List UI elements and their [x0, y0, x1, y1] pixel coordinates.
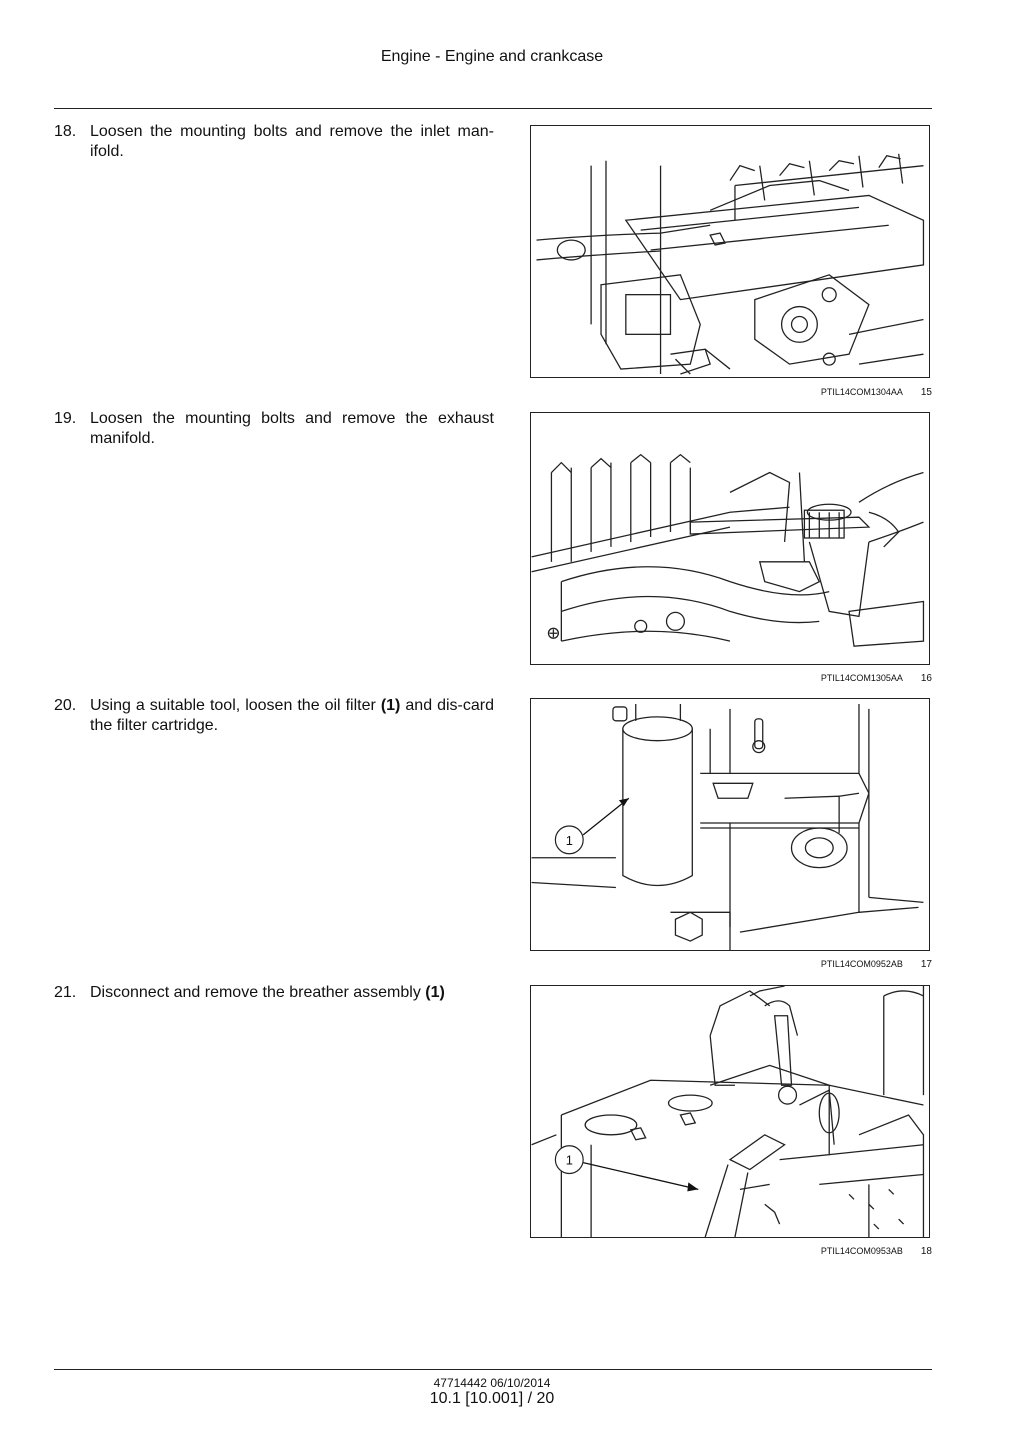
figure-caption	[530, 387, 932, 398]
page-header-title: Engine - Engine and crankcase	[380, 48, 604, 65]
figure-oil-filter	[530, 698, 930, 951]
step-21	[54, 983, 494, 1003]
step-text: Loosen the mounting bolts and remove the exhaust manifold.	[90, 410, 494, 447]
figure-caption	[530, 673, 932, 684]
footer-page-reference: 10.1 [10.001] / 20	[429, 1390, 555, 1407]
step-text: Disconnect and remove the breather assembly (1)	[90, 984, 445, 1001]
step-text: Using a suitable tool, loosen the oil filter (1) and dis-card the filter cartridge.	[90, 697, 494, 734]
figure-code: PTIL14COM1305AA	[820, 673, 903, 683]
header-rule	[54, 108, 932, 109]
oil-filter-illustration	[531, 699, 929, 950]
step-number: 19.	[54, 410, 77, 427]
step-number: 21.	[54, 984, 77, 1001]
exhaust-manifold-illustration	[531, 413, 929, 664]
figure-inlet-manifold	[530, 125, 930, 378]
figure-breather-assembly	[530, 985, 930, 1238]
inlet-manifold-illustration	[531, 126, 929, 377]
figure-caption	[530, 959, 932, 970]
figure-number: 18	[920, 1246, 932, 1257]
figure-number: 17	[920, 959, 932, 970]
footer-document-code: 47714442 06/10/2014	[433, 1376, 551, 1390]
figure-number: 16	[920, 673, 932, 684]
step-number: 20.	[54, 697, 77, 714]
callout-label: 1	[565, 1152, 573, 1168]
step-number: 18.	[54, 123, 77, 140]
step-20	[54, 696, 494, 736]
figure-exhaust-manifold	[530, 412, 930, 665]
step-19	[54, 409, 494, 449]
figure-code: PTIL14COM0953AB	[820, 1246, 903, 1256]
figure-caption	[530, 1246, 932, 1257]
step-18	[54, 122, 494, 162]
breather-assembly-illustration	[531, 986, 929, 1237]
callout-label: 1	[565, 832, 573, 848]
figure-code: PTIL14COM0952AB	[820, 959, 903, 969]
figure-number: 15	[920, 387, 932, 398]
step-text: Loosen the mounting bolts and remove the inlet man-ifold.	[90, 123, 494, 160]
figure-code: PTIL14COM1304AA	[820, 387, 903, 397]
footer-rule	[54, 1369, 932, 1370]
